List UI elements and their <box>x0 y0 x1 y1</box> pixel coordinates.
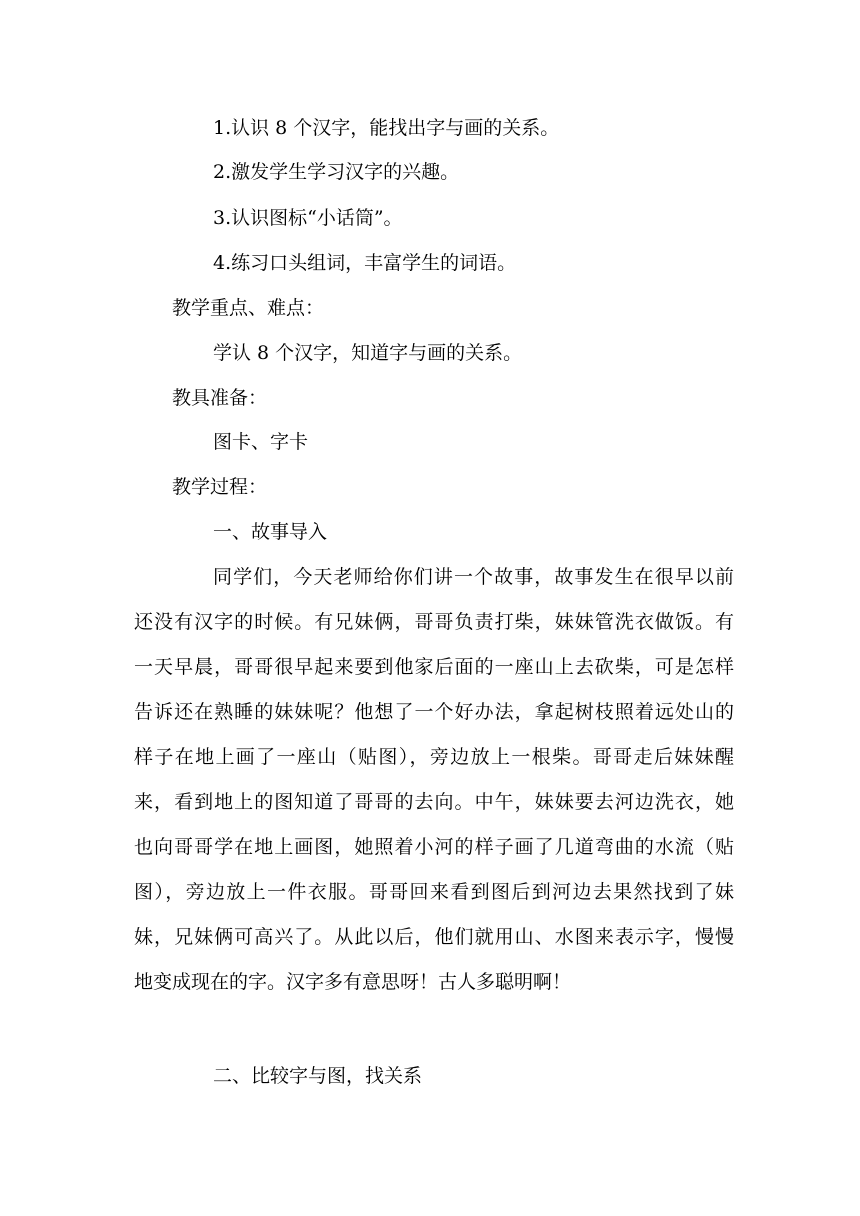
section-1-title: 一、故事导入 <box>213 521 328 543</box>
objective-3: 3.认识图标“小话筒”。 <box>213 207 403 229</box>
story-line: 样子在地上画了一座山（贴图），旁边放上一根柴。哥哥走后妹妹醒 <box>134 746 734 768</box>
story-line: 来，看到地上的图知道了哥哥的去向。中午，妹妹要去河边洗衣，她 <box>134 791 734 813</box>
story-line: 妹，兄妹俩可高兴了。从此以后，他们就用山、水图来表示字，慢慢 <box>134 926 734 948</box>
materials-text: 图卡、字卡 <box>213 431 309 453</box>
objective-2: 2.激发学生学习汉字的兴趣。 <box>213 161 460 183</box>
process-heading: 教学过程： <box>172 476 268 498</box>
story-line: 一天早晨，哥哥很早起来要到他家后面的一座山上去砍柴，可是怎样 <box>134 656 734 678</box>
objective-4: 4.练习口头组词，丰富学生的词语。 <box>213 252 517 274</box>
story-line: 图），旁边放上一件衣服。哥哥回来看到图后到河边去果然找到了妹 <box>134 881 734 903</box>
materials-heading: 教具准备： <box>172 387 268 409</box>
story-line: 还没有汉字的时候。有兄妹俩，哥哥负责打柴，妹妹管洗衣做饭。有 <box>134 611 734 633</box>
story-line: 地变成现在的字。汉字多有意思呀！古人多聪明啊！ <box>134 971 572 993</box>
story-line: 告诉还在熟睡的妹妹呢？他想了一个好办法，拿起树枝照着远处山的 <box>134 701 734 723</box>
key-points-text: 学认 8 个汉字，知道字与画的关系。 <box>213 342 523 364</box>
story-line: 也向哥哥学在地上画图，她照着小河的样子画了几道弯曲的水流（贴 <box>134 836 734 858</box>
objective-1: 1.认识 8 个汉字，能找出字与画的关系。 <box>213 117 560 139</box>
section-2-title: 二、比较字与图，找关系 <box>213 1065 423 1087</box>
key-points-heading: 教学重点、难点： <box>172 297 325 319</box>
story-line: 同学们，今天老师给你们讲一个故事，故事发生在很早以前 <box>213 566 734 588</box>
